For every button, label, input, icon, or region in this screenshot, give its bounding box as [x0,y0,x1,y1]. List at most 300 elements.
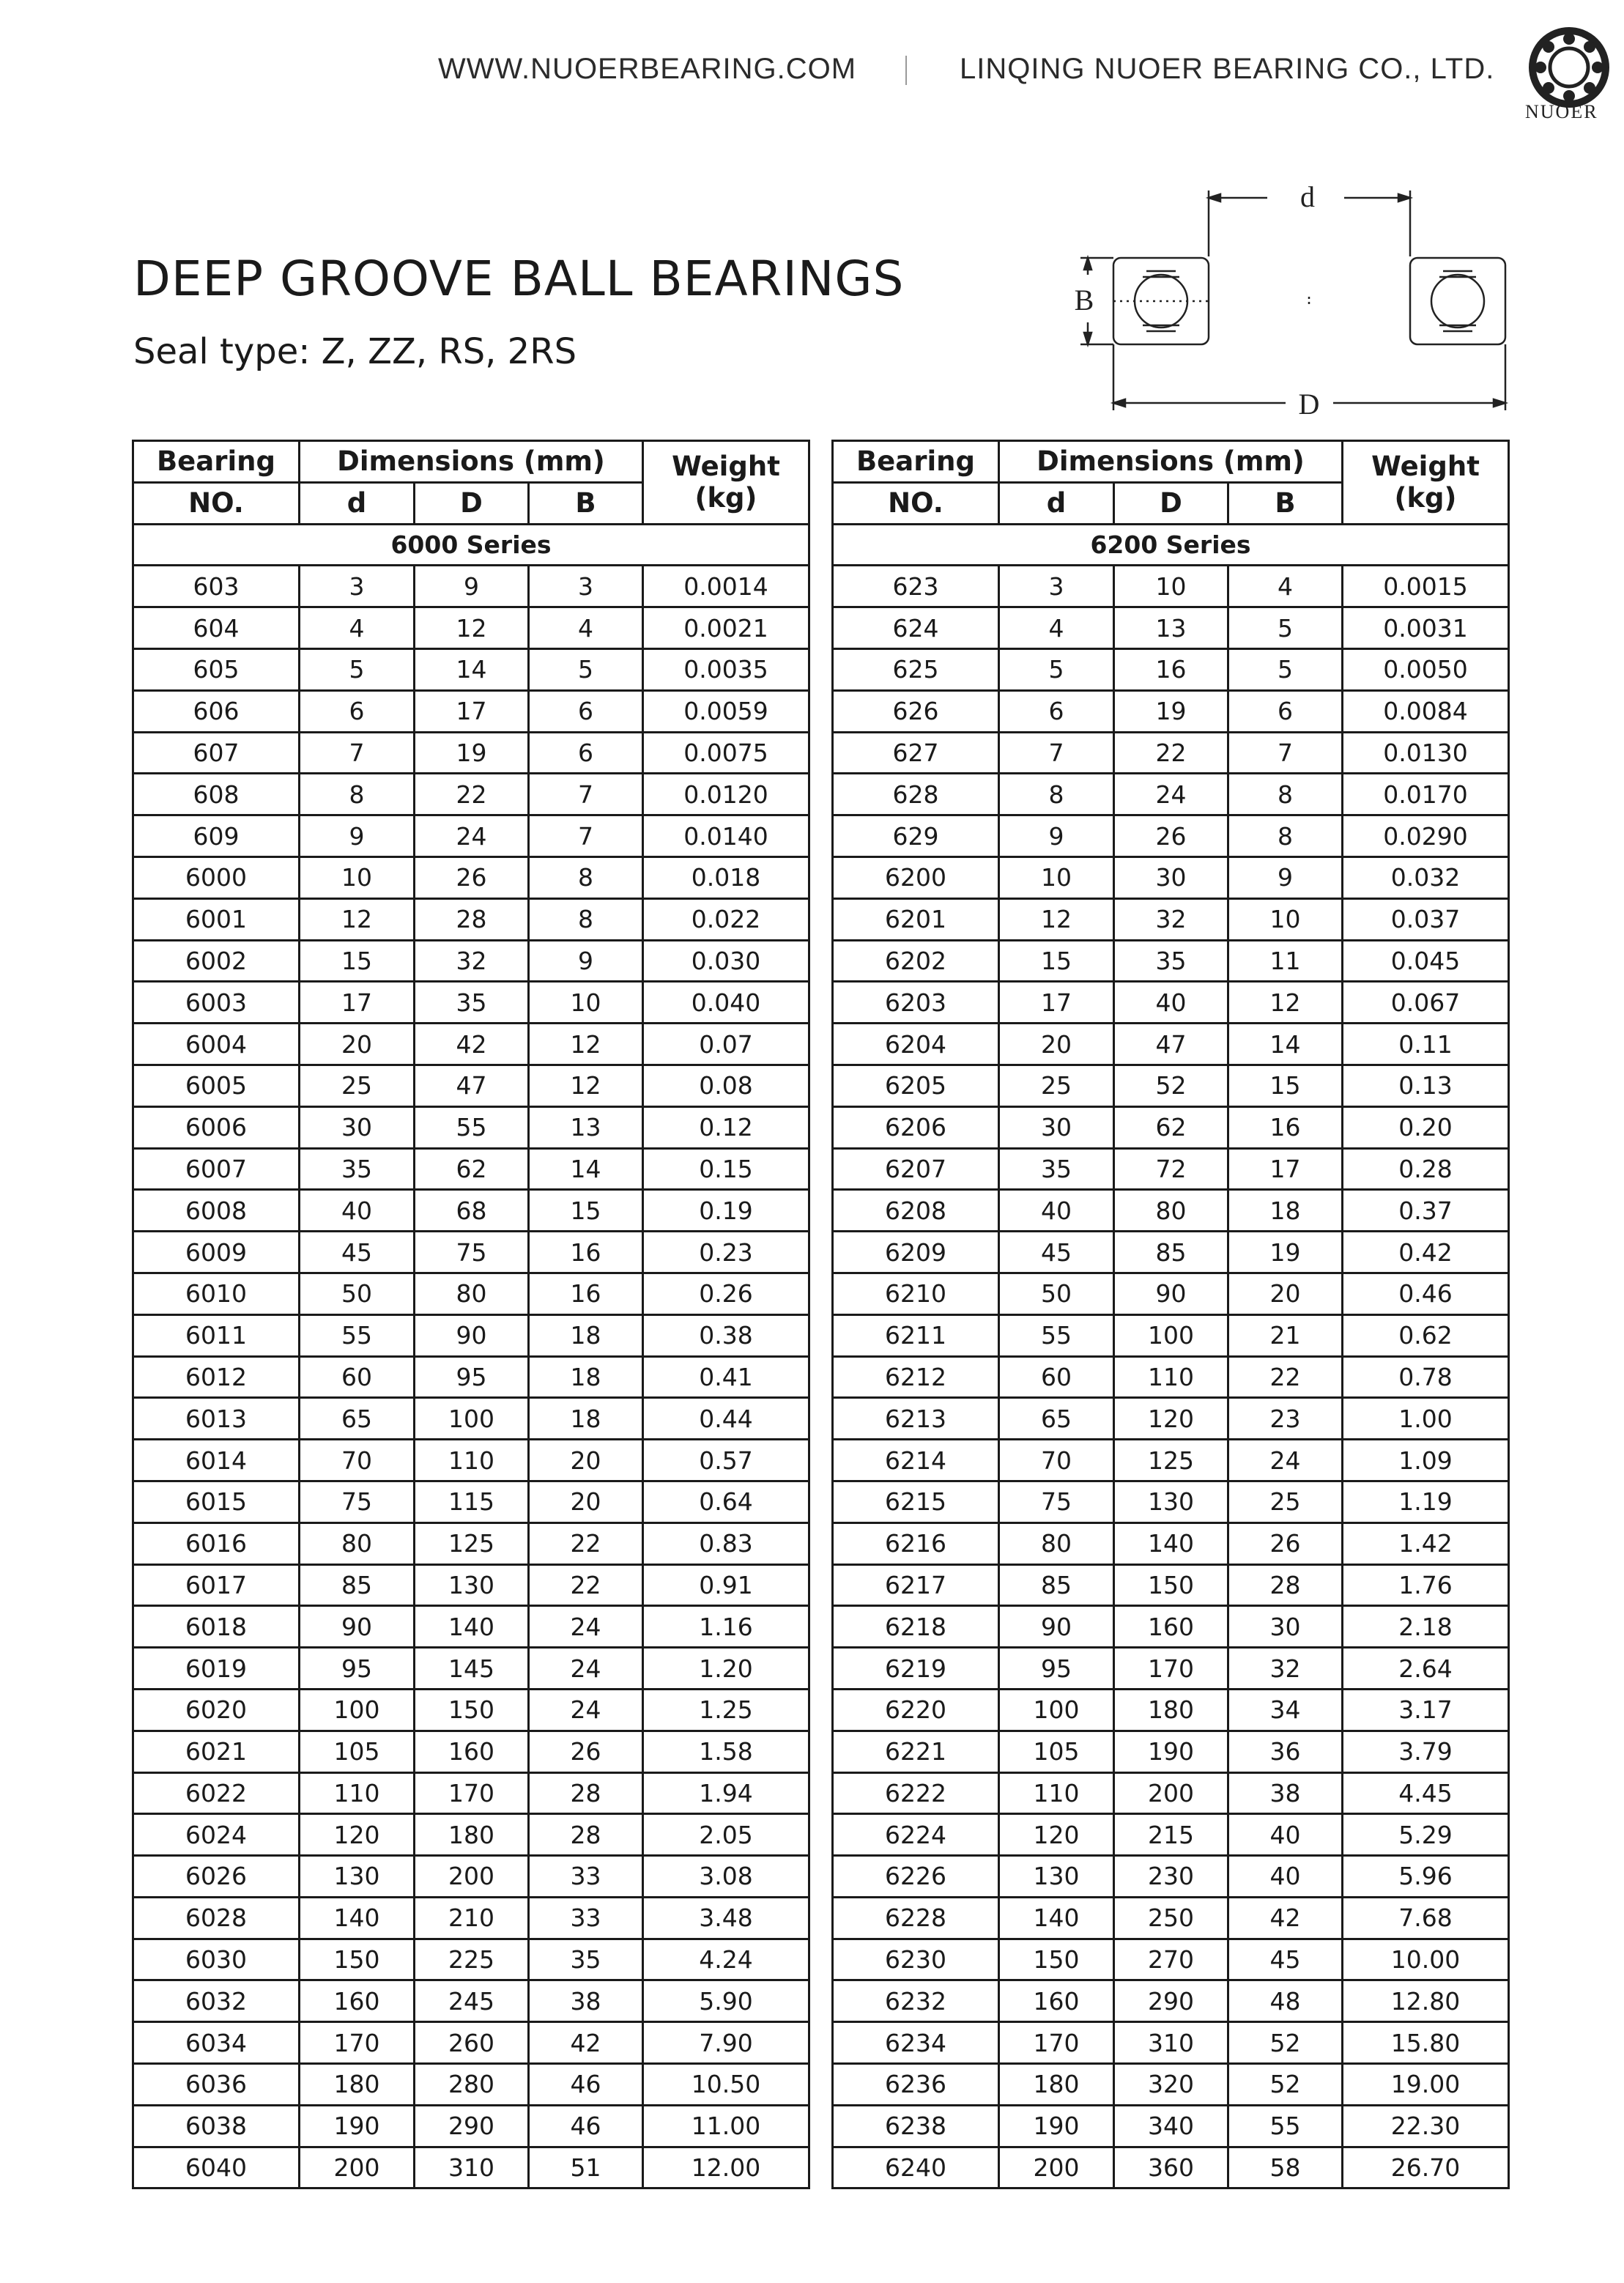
table-row [833,607,1509,649]
cell-D: 230 [1114,1856,1228,1898]
cell-D: 215 [1114,1814,1228,1856]
table-row [133,1522,809,1564]
cell-bearing-no: 6007 [133,1148,300,1190]
cell-B: 42 [1228,1897,1343,1939]
cell-weight: 5.90 [643,1980,809,2022]
cell-d: 105 [300,1731,415,1772]
table-row [833,1897,1509,1939]
table-row [133,1024,809,1065]
cell-weight: 0.0015 [1343,566,1509,607]
table-row [133,1897,809,1939]
cell-bearing-no: 6206 [833,1106,999,1148]
cell-bearing-no: 6012 [133,1356,300,1398]
cell-weight: 0.0050 [1343,648,1509,690]
cell-weight: 15.80 [1343,2022,1509,2064]
table-row [833,1440,1509,1481]
table-row [133,2147,809,2188]
cell-bearing-no: 6038 [133,2105,300,2147]
col-header-D: D [1114,482,1228,524]
cell-bearing-no: 6205 [833,1065,999,1106]
cell-weight: 12.80 [1343,1980,1509,2022]
cell-weight: 5.96 [1343,1856,1509,1898]
cell-D: 125 [1114,1440,1228,1481]
cell-D: 280 [415,2064,529,2106]
cell-B: 24 [529,1648,643,1690]
cell-d: 200 [999,2147,1114,2188]
cell-d: 95 [999,1648,1114,1690]
table-row [133,648,809,690]
col-header-d: d [999,482,1114,524]
cell-bearing-no: 6215 [833,1481,999,1522]
cell-D: 130 [415,1564,529,1606]
cell-d: 45 [300,1232,415,1273]
table-row [833,1648,1509,1690]
cell-B: 16 [529,1273,643,1314]
cell-B: 18 [529,1398,643,1440]
table-row [133,1106,809,1148]
cell-d: 100 [999,1689,1114,1731]
cell-bearing-no: 6024 [133,1814,300,1856]
cell-bearing-no: 606 [133,690,300,732]
cell-weight: 0.78 [1343,1356,1509,1398]
table-row [833,1065,1509,1106]
cell-weight: 0.46 [1343,1273,1509,1314]
cell-B: 6 [1228,690,1343,732]
cell-weight: 0.022 [643,898,809,940]
cell-weight: 10.00 [1343,1939,1509,1980]
cell-D: 16 [1114,648,1228,690]
table-row [833,815,1509,857]
cell-d: 25 [999,1065,1114,1106]
cell-D: 72 [1114,1148,1228,1190]
cell-bearing-no: 609 [133,815,300,857]
cell-D: 30 [1114,856,1228,898]
cell-d: 190 [999,2105,1114,2147]
table-row [133,1564,809,1606]
cell-D: 110 [415,1440,529,1481]
cell-B: 24 [1228,1440,1343,1481]
cell-D: 13 [1114,607,1228,649]
table-row [133,1356,809,1398]
cell-D: 17 [415,690,529,732]
cell-d: 50 [999,1273,1114,1314]
cell-D: 290 [415,2105,529,2147]
cell-d: 200 [300,2147,415,2188]
cell-B: 12 [529,1065,643,1106]
cell-weight: 2.05 [643,1814,809,1856]
cell-bearing-no: 607 [133,732,300,774]
cell-bearing-no: 6228 [833,1897,999,1939]
cell-d: 30 [300,1106,415,1148]
cell-d: 120 [300,1814,415,1856]
cell-D: 310 [415,2147,529,2188]
cell-B: 46 [529,2105,643,2147]
cell-d: 65 [999,1398,1114,1440]
cell-d: 30 [999,1106,1114,1148]
cell-D: 10 [1114,566,1228,607]
cell-d: 95 [300,1648,415,1690]
cell-weight: 1.94 [643,1772,809,1814]
cell-weight: 0.067 [1343,982,1509,1024]
cell-D: 24 [1114,774,1228,815]
table-row [133,1772,809,1814]
cell-D: 26 [1114,815,1228,857]
cell-weight: 0.15 [643,1148,809,1190]
cell-bearing-no: 6211 [833,1314,999,1356]
cell-bearing-no: 6014 [133,1440,300,1481]
cell-d: 20 [999,1024,1114,1065]
cell-bearing-no: 6210 [833,1273,999,1314]
cell-B: 19 [1228,1232,1343,1273]
cell-weight: 1.00 [1343,1398,1509,1440]
cell-bearing-no: 6204 [833,1024,999,1065]
cell-bearing-no: 6017 [133,1564,300,1606]
cell-bearing-no: 6221 [833,1731,999,1772]
cell-bearing-no: 6234 [833,2022,999,2064]
col-header-weight: Weight (kg) [1343,441,1509,525]
cell-weight: 0.11 [1343,1024,1509,1065]
cell-B: 13 [529,1106,643,1148]
cell-weight: 0.018 [643,856,809,898]
cell-d: 17 [300,982,415,1024]
cell-d: 85 [300,1564,415,1606]
cell-B: 28 [529,1772,643,1814]
cell-weight: 0.57 [643,1440,809,1481]
cell-bearing-no: 6019 [133,1648,300,1690]
table-row [833,1856,1509,1898]
cell-d: 7 [300,732,415,774]
cell-d: 150 [300,1939,415,1980]
cell-B: 42 [529,2022,643,2064]
cell-weight: 19.00 [1343,2064,1509,2106]
bearing-cross-section-diagram [1033,176,1516,425]
table-row [133,1398,809,1440]
cell-bearing-no: 6040 [133,2147,300,2188]
cell-D: 160 [1114,1606,1228,1648]
cell-B: 40 [1228,1856,1343,1898]
cell-D: 26 [415,856,529,898]
cell-bearing-no: 6219 [833,1648,999,1690]
cell-B: 51 [529,2147,643,2188]
cell-weight: 0.0140 [643,815,809,857]
table-row [133,1980,809,2022]
cell-d: 4 [999,607,1114,649]
cell-weight: 0.0120 [643,774,809,815]
cell-B: 10 [1228,898,1343,940]
table-row [833,2105,1509,2147]
cell-D: 19 [1114,690,1228,732]
cell-d: 170 [300,2022,415,2064]
cell-weight: 0.0014 [643,566,809,607]
cell-d: 160 [300,1980,415,2022]
cell-B: 18 [529,1356,643,1398]
cell-B: 20 [1228,1273,1343,1314]
cell-bearing-no: 6201 [833,898,999,940]
series-title: 6200 Series [833,524,1509,566]
table-row [833,1398,1509,1440]
diagram-label-B: B [1074,284,1094,317]
cell-bearing-no: 623 [833,566,999,607]
table-row [833,856,1509,898]
cell-D: 80 [415,1273,529,1314]
cell-d: 45 [999,1232,1114,1273]
cell-D: 130 [1114,1481,1228,1522]
cell-d: 70 [999,1440,1114,1481]
table-row [833,1024,1509,1065]
cell-weight: 0.41 [643,1356,809,1398]
cell-bearing-no: 6232 [833,1980,999,2022]
cell-bearing-no: 624 [833,607,999,649]
table-row [133,1731,809,1772]
cell-B: 6 [529,690,643,732]
cell-D: 42 [415,1024,529,1065]
table-row [133,1648,809,1690]
cell-weight: 4.45 [1343,1772,1509,1814]
cell-B: 9 [1228,856,1343,898]
diagram-label-d: d [1300,180,1315,213]
cell-D: 24 [415,815,529,857]
cell-d: 120 [999,1814,1114,1856]
table-row [133,774,809,815]
table-row [833,1522,1509,1564]
table-6000-series [132,440,810,2189]
cell-B: 33 [529,1856,643,1898]
cell-D: 12 [415,607,529,649]
cell-bearing-no: 608 [133,774,300,815]
cell-D: 80 [1114,1190,1228,1232]
cell-B: 33 [529,1897,643,1939]
cell-weight: 1.42 [1343,1522,1509,1564]
cell-weight: 12.00 [643,2147,809,2188]
cell-bearing-no: 6240 [833,2147,999,2188]
cell-weight: 1.19 [1343,1481,1509,1522]
cell-d: 140 [300,1897,415,1939]
cell-d: 60 [300,1356,415,1398]
cell-bearing-no: 6036 [133,2064,300,2106]
cell-bearing-no: 6230 [833,1939,999,1980]
cell-B: 28 [1228,1564,1343,1606]
cell-d: 12 [999,898,1114,940]
cell-d: 85 [999,1564,1114,1606]
cell-weight: 0.0170 [1343,774,1509,815]
table-row [133,1814,809,1856]
cell-d: 100 [300,1689,415,1731]
cell-weight: 0.83 [643,1522,809,1564]
cell-d: 130 [999,1856,1114,1898]
cell-D: 150 [415,1689,529,1731]
table-row [133,690,809,732]
cell-bearing-no: 6208 [833,1190,999,1232]
table-row [833,1356,1509,1398]
cell-D: 22 [415,774,529,815]
cell-weight: 0.62 [1343,1314,1509,1356]
cell-D: 90 [1114,1273,1228,1314]
cell-B: 5 [529,648,643,690]
table-row [833,1564,1509,1606]
cell-B: 30 [1228,1606,1343,1648]
table-row [133,1232,809,1273]
cell-B: 22 [529,1564,643,1606]
cell-B: 4 [1228,566,1343,607]
cell-d: 180 [300,2064,415,2106]
page-subtitle: Seal type: Z, ZZ, RS, 2RS [133,331,577,372]
table-row [833,1606,1509,1648]
cell-B: 12 [529,1024,643,1065]
cell-bearing-no: 6032 [133,1980,300,2022]
cell-D: 145 [415,1648,529,1690]
cell-d: 190 [300,2105,415,2147]
table-row [833,1939,1509,1980]
cell-D: 160 [415,1731,529,1772]
cell-weight: 0.040 [643,982,809,1024]
table-row [133,1440,809,1481]
cell-B: 22 [1228,1356,1343,1398]
cell-D: 40 [1114,982,1228,1024]
cell-weight: 0.37 [1343,1190,1509,1232]
cell-weight: 0.42 [1343,1232,1509,1273]
cell-d: 8 [999,774,1114,815]
cell-weight: 0.0084 [1343,690,1509,732]
cell-D: 68 [415,1190,529,1232]
cell-D: 200 [1114,1772,1228,1814]
cell-weight: 0.0031 [1343,607,1509,649]
table-row [833,732,1509,774]
table-row [133,940,809,982]
cell-B: 5 [1228,648,1343,690]
cell-B: 38 [529,1980,643,2022]
cell-D: 19 [415,732,529,774]
cell-D: 310 [1114,2022,1228,2064]
table-row [833,898,1509,940]
cell-D: 9 [415,566,529,607]
cell-D: 85 [1114,1232,1228,1273]
cell-B: 5 [1228,607,1343,649]
col-header-bearing: Bearing [833,441,999,483]
cell-bearing-no: 629 [833,815,999,857]
cell-bearing-no: 6209 [833,1232,999,1273]
cell-B: 52 [1228,2064,1343,2106]
cell-D: 250 [1114,1897,1228,1939]
cell-D: 52 [1114,1065,1228,1106]
cell-B: 28 [529,1814,643,1856]
col-header-weight: Weight (kg) [643,441,809,525]
table-row [833,566,1509,607]
cell-bearing-no: 6001 [133,898,300,940]
cell-B: 18 [1228,1190,1343,1232]
col-header-B: B [1228,482,1343,524]
cell-bearing-no: 6213 [833,1398,999,1440]
table-row [833,1731,1509,1772]
cell-bearing-no: 6004 [133,1024,300,1065]
cell-bearing-no: 6030 [133,1939,300,1980]
cell-B: 24 [529,1606,643,1648]
cell-B: 26 [1228,1522,1343,1564]
cell-bearing-no: 6002 [133,940,300,982]
cell-bearing-no: 6212 [833,1356,999,1398]
table-row [833,1689,1509,1731]
cell-d: 75 [999,1481,1114,1522]
table-row [133,1148,809,1190]
cell-d: 110 [300,1772,415,1814]
cell-d: 4 [300,607,415,649]
cell-weight: 0.0290 [1343,815,1509,857]
table-row [133,1273,809,1314]
cell-B: 6 [529,732,643,774]
cell-D: 245 [415,1980,529,2022]
cell-B: 17 [1228,1148,1343,1190]
table-row [833,774,1509,815]
cell-bearing-no: 6015 [133,1481,300,1522]
cell-bearing-no: 6003 [133,982,300,1024]
table-row [833,1148,1509,1190]
cell-bearing-no: 627 [833,732,999,774]
cell-bearing-no: 605 [133,648,300,690]
cell-weight: 7.90 [643,2022,809,2064]
cell-bearing-no: 6214 [833,1440,999,1481]
col-header-no: NO. [833,482,999,524]
cell-d: 20 [300,1024,415,1065]
cell-D: 340 [1114,2105,1228,2147]
cell-D: 320 [1114,2064,1228,2106]
cell-D: 200 [415,1856,529,1898]
cell-d: 180 [999,2064,1114,2106]
col-header-dimensions: Dimensions (mm) [999,441,1343,483]
cell-weight: 0.0130 [1343,732,1509,774]
cell-d: 55 [999,1314,1114,1356]
cell-weight: 1.76 [1343,1564,1509,1606]
cell-weight: 0.0059 [643,690,809,732]
cell-bearing-no: 6005 [133,1065,300,1106]
table-row [833,690,1509,732]
table-row [133,732,809,774]
cell-d: 105 [999,1731,1114,1772]
cell-bearing-no: 6006 [133,1106,300,1148]
cell-bearing-no: 6022 [133,1772,300,1814]
table-row [833,1273,1509,1314]
cell-D: 35 [415,982,529,1024]
table-row [833,648,1509,690]
table-row [833,982,1509,1024]
cell-bearing-no: 6202 [833,940,999,982]
cell-weight: 0.12 [643,1106,809,1148]
table-row [833,1481,1509,1522]
table-row [133,815,809,857]
cell-d: 170 [999,2022,1114,2064]
cell-weight: 0.0035 [643,648,809,690]
cell-B: 24 [529,1689,643,1731]
table-row [833,1232,1509,1273]
table-row [133,898,809,940]
cell-weight: 2.64 [1343,1648,1509,1690]
table-row [833,1772,1509,1814]
cell-weight: 10.50 [643,2064,809,2106]
table-row [133,607,809,649]
cell-weight: 3.48 [643,1897,809,1939]
cell-B: 8 [529,856,643,898]
table-row [833,1980,1509,2022]
cell-B: 20 [529,1440,643,1481]
cell-D: 170 [415,1772,529,1814]
series-title: 6000 Series [133,524,809,566]
table-row [833,2022,1509,2064]
cell-B: 46 [529,2064,643,2106]
table-row [133,982,809,1024]
cell-D: 360 [1114,2147,1228,2188]
col-header-dimensions: Dimensions (mm) [300,441,643,483]
cell-B: 8 [529,898,643,940]
cell-D: 290 [1114,1980,1228,2022]
cell-D: 100 [1114,1314,1228,1356]
